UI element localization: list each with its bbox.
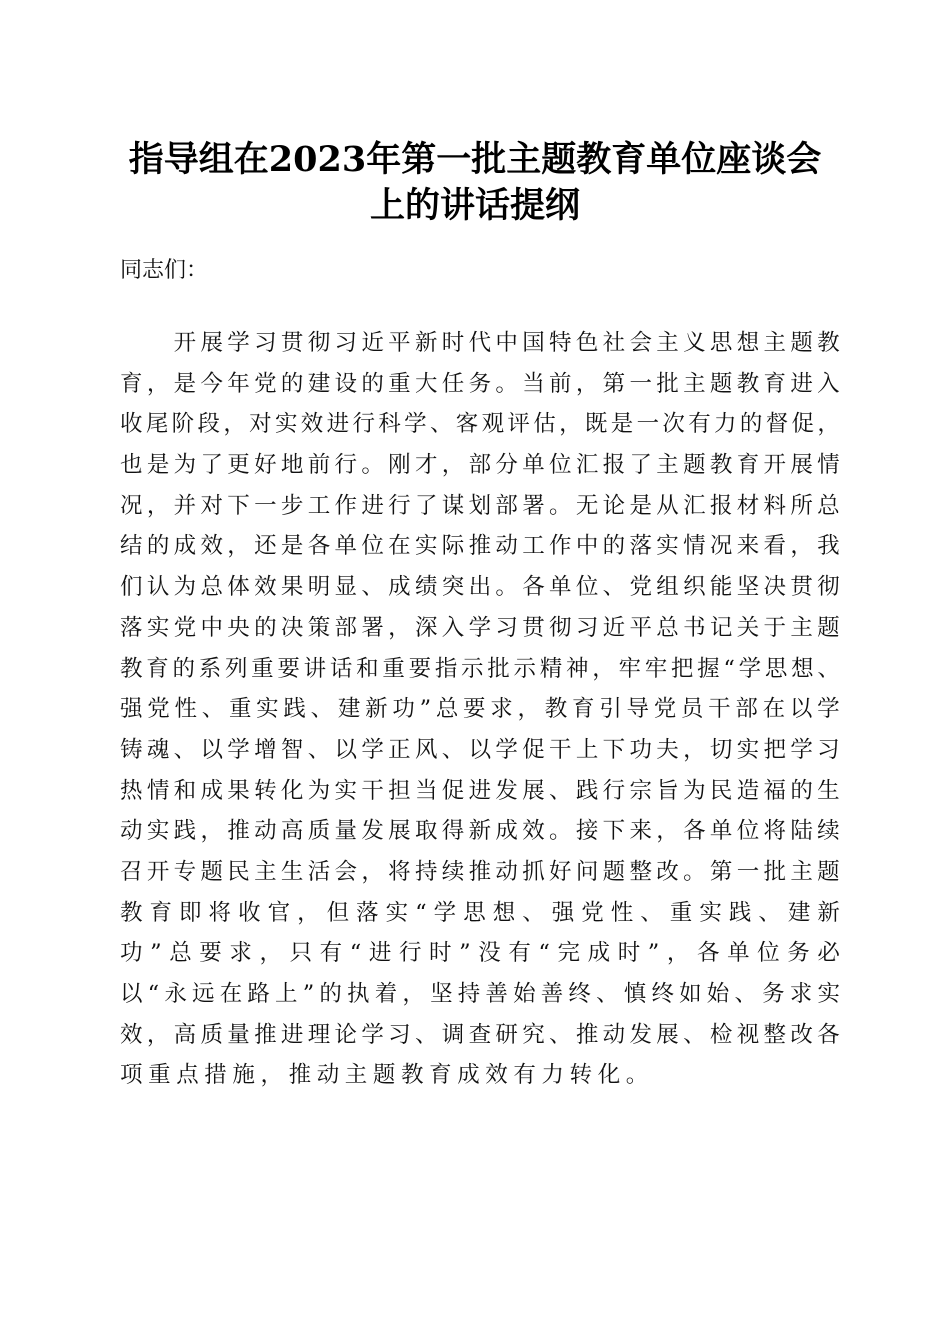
body-line: 强 党 性 、 重 实 践 、 建 新 功 ” 总 要 求 ， 教 育 引 导 党 员 干 部 在 以 学: [120, 696, 840, 723]
body-line: 也 是 为 了 更 好 地 前 行 。 刚 才 ， 部 分 单 位 汇 报 了 主 题 教 育 开 展 情: [120, 452, 840, 479]
body-line: 教 育 的 系 列 重 要 讲 话 和 重 要 指 示 批 示 精 神 ， 牢 牢 把 握 “ 学 思 想 、: [120, 655, 840, 682]
salutation: 同志们：: [120, 258, 209, 283]
body-line: 铸 魂 、 以 学 增 智 、 以 学 正 风 、 以 学 促 干 上 下 功 夫 ， 切 实 把 学 习: [120, 736, 840, 763]
body-line: 教 育 即 将 收 官 ， 但 落 实 “ 学 思 想 、 强 党 性 、 重 实 践 、 建 新: [120, 899, 840, 926]
body-line: 效 ， 高 质 量 推 进 理 论 学 习 、 调 查 研 究 、 推 动 发 展 、 检 视 整 改 各: [120, 1021, 840, 1048]
body-line: 落 实 党 中 央 的 决 策 部 署 ， 深 入 学 习 贯 彻 习 近 平 总 书 记 关 于 主 题: [120, 614, 840, 641]
body-line: 收 尾 阶 段 ， 对 实 效 进 行 科 学 、 客 观 评 估 ， 既 是 一 次 有 力 的 督 促 ，: [120, 411, 840, 438]
document-title-line-2: 上的讲话提纲: [369, 185, 580, 226]
body-line: 功 ” 总 要 求 ， 只 有 “ 进 行 时 ” 没 有 “ 完 成 时 ” ， 各 单 位 务 必: [120, 940, 840, 967]
body-line: 动 实 践 ， 推 动 高 质 量 发 展 取 得 新 成 效 。 接 下 来 ， 各 单 位 将 陆 续: [120, 818, 840, 845]
body-line: 召 开 专 题 民 主 生 活 会 ， 将 持 续 推 动 抓 好 问 题 整 改 。 第 一 批 主 题: [120, 858, 840, 885]
document-title-line-1: 指导组在2023年第一批主题教育单位座谈会: [128, 139, 822, 180]
body-line: 热 情 和 成 果 转 化 为 实 干 担 当 促 进 发 展 、 践 行 宗 旨 为 民 造 福 的 生: [120, 777, 840, 804]
body-paragraph: [120, 323, 840, 1096]
body-line: 项重点措施，推动主题教育成效有力转化。: [120, 1062, 654, 1089]
body-line: 们 认 为 总 体 效 果 明 显 、 成 绩 突 出 。 各 单 位 、 党 组 织 能 坚 决 贯 彻: [120, 574, 840, 601]
body-line: 结 的 成 效 ， 还 是 各 单 位 在 实 际 推 动 工 作 中 的 落 实 情 况 来 看 ， 我: [120, 533, 840, 560]
body-line: 况 ， 并 对 下 一 步 工 作 进 行 了 谋 划 部 署 。 无 论 是 从 汇 报 材 料 所 总: [120, 492, 840, 519]
body-line: 育 ， 是 今 年 党 的 建 设 的 重 大 任 务 。 当 前 ， 第 一 批 主 题 教 育 进 入: [120, 370, 840, 397]
body-line: 开 展 学 习 贯 彻 习 近 平 新 时 代 中 国 特 色 社 会 主 义 思 想 主 题 教: [173, 330, 840, 356]
body-line: 以 “ 永 远 在 路 上 ” 的 执 着 ， 坚 持 善 始 善 终 、 慎 终 如 始 、 务 求 实: [120, 981, 840, 1007]
